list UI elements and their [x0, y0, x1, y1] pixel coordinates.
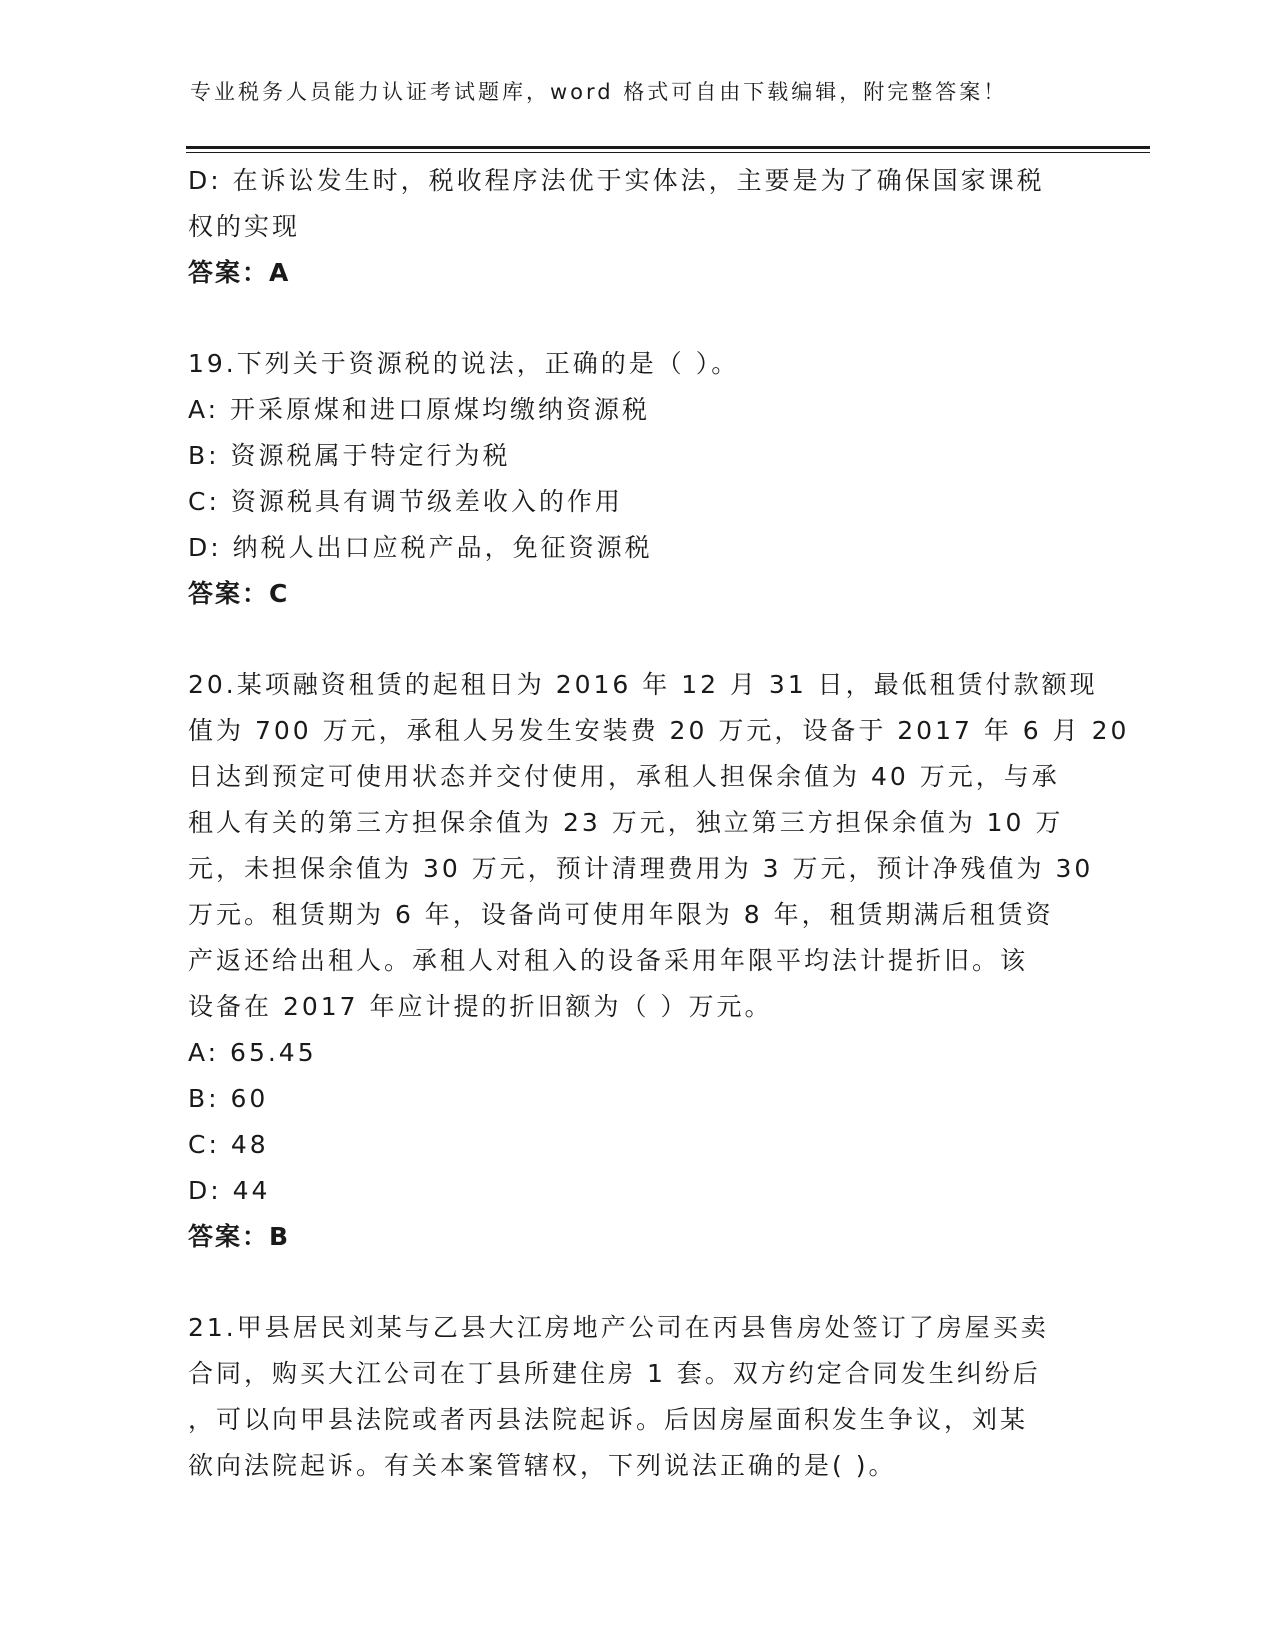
question-19 [188, 341, 1088, 617]
option-d: D: 纳税人出口应税产品，免征资源税 [188, 533, 653, 562]
question-21-stem-line: 21.甲县居民刘某与乙县大江房地产公司在丙县售房处签订了房屋买卖 [188, 1313, 1049, 1342]
option-d: D: 在诉讼发生时，税收程序法优于实体法，主要是为了确保国家课税 [188, 166, 1045, 195]
question-20-stem-line: 万元。租赁期为 6 年，设备尚可使用年限为 8 年，租赁期满后租赁资 [188, 900, 1054, 929]
option-d-continued: 权的实现 [188, 212, 301, 241]
question-18-tail [188, 158, 1088, 296]
question-21-stem-line: ，可以向甲县法院或者丙县法院起诉。后因房屋面积发生争议，刘某 [188, 1405, 1029, 1434]
header-rule-thick [186, 146, 1150, 149]
spacer [188, 296, 1088, 341]
option-a: A: 65.45 [188, 1038, 317, 1067]
option-a: A: 开采原煤和进口原煤均缴纳资源税 [188, 395, 651, 424]
page-header: 专业税务人员能力认证考试题库，word 格式可自由下载编辑，附完整答案！ [190, 80, 1008, 104]
question-21-stem-line: 欲向法院起诉。有关本案管辖权，下列说法正确的是( )。 [188, 1451, 897, 1480]
question-20-stem-line: 租人有关的第三方担保余值为 23 万元，独立第三方担保余值为 10 万 [188, 808, 1064, 837]
spacer [188, 617, 1088, 662]
question-21-stem-line: 合同，购买大江公司在丁县所建住房 1 套。双方约定合同发生纠纷后 [188, 1359, 1041, 1388]
question-20-stem-line: 值为 700 万元，承租人另发生安装费 20 万元，设备于 2017 年 6 月 20 [188, 716, 1130, 745]
question-20-stem-line: 设备在 2017 年应计提的折旧额为（ ）万元。 [188, 992, 773, 1021]
answer-20: 答案：B [188, 1222, 291, 1251]
option-c: C: 48 [188, 1130, 269, 1159]
option-c: C: 资源税具有调节级差收入的作用 [188, 487, 623, 516]
question-20-stem-line: 20.某项融资租赁的起租日为 2016 年 12 月 31 日，最低租赁付款额现 [188, 670, 1098, 699]
header-rule-thin [186, 152, 1150, 153]
question-20-stem-line: 产返还给出租人。承租人对租入的设备采用年限平均法计提折旧。该 [188, 946, 1029, 975]
question-20-stem-line: 日达到预定可使用状态并交付使用，承租人担保余值为 40 万元，与承 [188, 762, 1060, 791]
document-body [188, 158, 1130, 1489]
option-d: D: 44 [188, 1176, 271, 1205]
question-19-stem: 19.下列关于资源税的说法，正确的是（ ）。 [188, 349, 740, 378]
option-b: B: 60 [188, 1084, 269, 1113]
answer-18: 答案：A [188, 258, 291, 287]
question-20 [188, 662, 1130, 1260]
question-20-stem-line: 元，未担保余值为 30 万元，预计清理费用为 3 万元，预计净残值为 30 [188, 854, 1094, 883]
spacer [188, 1260, 1088, 1305]
answer-19: 答案：C [188, 579, 290, 608]
question-21 [188, 1305, 1088, 1489]
option-b: B: 资源税属于特定行为税 [188, 441, 511, 470]
